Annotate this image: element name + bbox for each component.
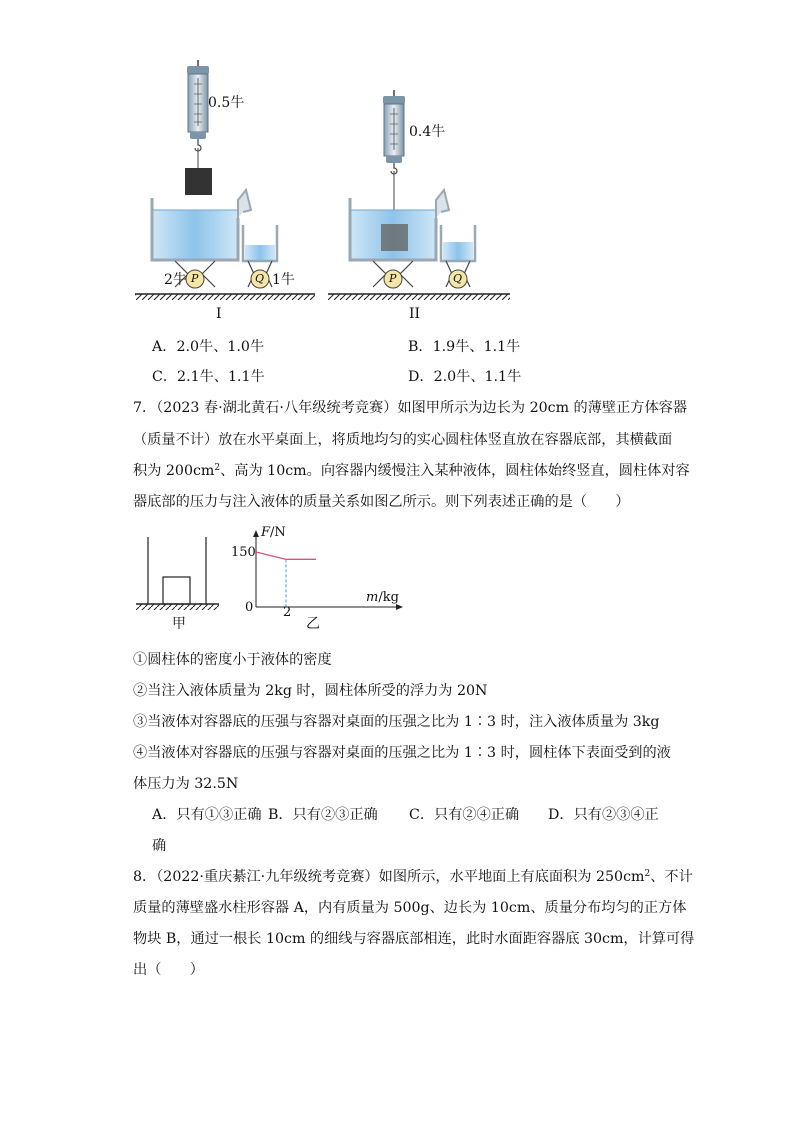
q7-line3-part-a: 积为 200cm (133, 463, 215, 479)
figure-jia-caption: 甲 (172, 616, 186, 632)
q7-statement-4-line-2: 体压力为 32.5N (133, 776, 239, 792)
q-label-II: Q (453, 272, 463, 285)
force-series-line (256, 552, 316, 559)
option-letter: D． (408, 369, 434, 385)
q7-option-b[interactable]: B．只有②③正确 (268, 807, 378, 823)
chart-x-tick-2: 2 (283, 605, 292, 620)
y-axis-arrow (253, 530, 259, 537)
q7-stem-line-3 (133, 461, 690, 481)
q8-stem-line-1 (133, 867, 693, 887)
figure-yi-caption: 乙 (306, 616, 320, 632)
option-letter: B． (408, 339, 433, 355)
q-reading-I: 1牛 (272, 272, 295, 288)
q8-line1-superscript: 2 (644, 869, 651, 879)
scale-II-reading: 0.4牛 (409, 124, 446, 140)
option-text: 1.9牛、1.1牛 (432, 339, 521, 355)
q8-line1-part-a: 8．（2022·重庆綦江·九年级统考竞赛）如图所示，水平地面上有底面积为 250cm (133, 869, 645, 885)
q7-statement-1: ①圆柱体的密度小于液体的密度 (133, 652, 332, 668)
q7-option-a[interactable]: A．只有①③正确 (152, 807, 262, 823)
scale-I-reading: 0.5牛 (208, 95, 245, 111)
option-text: 2.0牛、1.1牛 (433, 369, 522, 385)
q7-stem-line-4: 器底部的压力与注入液体的质量关系如图乙所示。则下列表述正确的是（ ） (133, 494, 630, 510)
container-figure-jia (133, 535, 223, 613)
q8-line1-part-b: 、不计 (650, 869, 693, 885)
x-label-unit: /kg (378, 590, 399, 605)
p-reading-I: 2牛 (164, 272, 187, 288)
q7-stem-line-1: 7．（2023 春·湖北黄石·八年级统考竞赛）如图甲所示为边长为 20cm 的薄壁正方体容器 (133, 400, 688, 416)
q7-statement-3: ③当液体对容器底的压强与容器对桌面的压强之比为 1∶3 时，注入液体质量为 3kg (133, 714, 660, 730)
q6-option-b[interactable] (408, 337, 520, 357)
option-letter: C． (152, 369, 178, 385)
q7-option-d-continued[interactable]: 确 (152, 838, 167, 854)
chart-y-label (261, 525, 286, 541)
y-label-variable: F (261, 525, 271, 540)
option-letter: A． (152, 339, 177, 355)
chart-y-tick-150: 150 (231, 545, 256, 560)
q6-option-c[interactable] (152, 367, 265, 387)
q-label-I: Q (255, 272, 265, 285)
x-label-variable: m (366, 590, 379, 605)
p-label-I: P (191, 272, 199, 285)
q7-stem-line-2: （质量不计）放在水平桌面上，将质地均匀的实心圆柱体竖直放在容器底部，其横截面 (133, 432, 673, 448)
p-label-II: P (389, 272, 397, 285)
q6-option-a[interactable] (152, 337, 264, 357)
q7-option-c[interactable]: C．只有②④正确 (409, 807, 520, 823)
block-I (185, 168, 212, 195)
y-label-unit: /N (270, 525, 286, 540)
spring-scale-I (187, 60, 209, 168)
chart-origin-label: 0 (245, 600, 254, 615)
q7-line3-part-b: 、高为 10cm。向容器内缓慢注入某种液体，圆柱体始终竖直，圆柱体对容 (220, 463, 690, 479)
option-text: 2.0牛、1.0牛 (176, 339, 265, 355)
cylinder-block (163, 577, 190, 604)
q7-line3-superscript: 2 (214, 463, 221, 473)
option-text: 2.1牛、1.1牛 (177, 369, 265, 385)
spring-scale-II (383, 90, 405, 224)
q7-option-d[interactable]: D．只有②③④正 (548, 807, 659, 823)
overflow-can-I (152, 190, 251, 260)
q8-stem-line-3: 物块 B，通过一根长 10cm 的细线与容器底部相连，此时水面距容器底 30cm，计算可得 (133, 931, 695, 947)
q8-stem-line-2: 质量的薄壁盛水柱形容器 A，内有质量为 500g、边长为 10cm、质量分布均匀的正方体 (133, 900, 687, 916)
q7-statement-4-line-1: ④当液体对容器底的压强与容器对桌面的压强之比为 1∶3 时，圆柱体下表面受到的液 (133, 745, 671, 761)
beaker-I (243, 225, 277, 261)
beaker-II (441, 225, 475, 261)
q7-statement-2: ②当注入液体质量为 2kg 时，圆柱体所受的浮力为 20N (133, 683, 488, 699)
caption-I: I (216, 306, 222, 322)
q8-stem-line-4: 出（ ） (133, 962, 204, 978)
q6-option-d[interactable] (408, 367, 521, 387)
caption-II: II (409, 306, 421, 322)
chart-x-label (366, 590, 399, 606)
figure-II (328, 90, 510, 300)
block-II-submerged (381, 224, 408, 251)
